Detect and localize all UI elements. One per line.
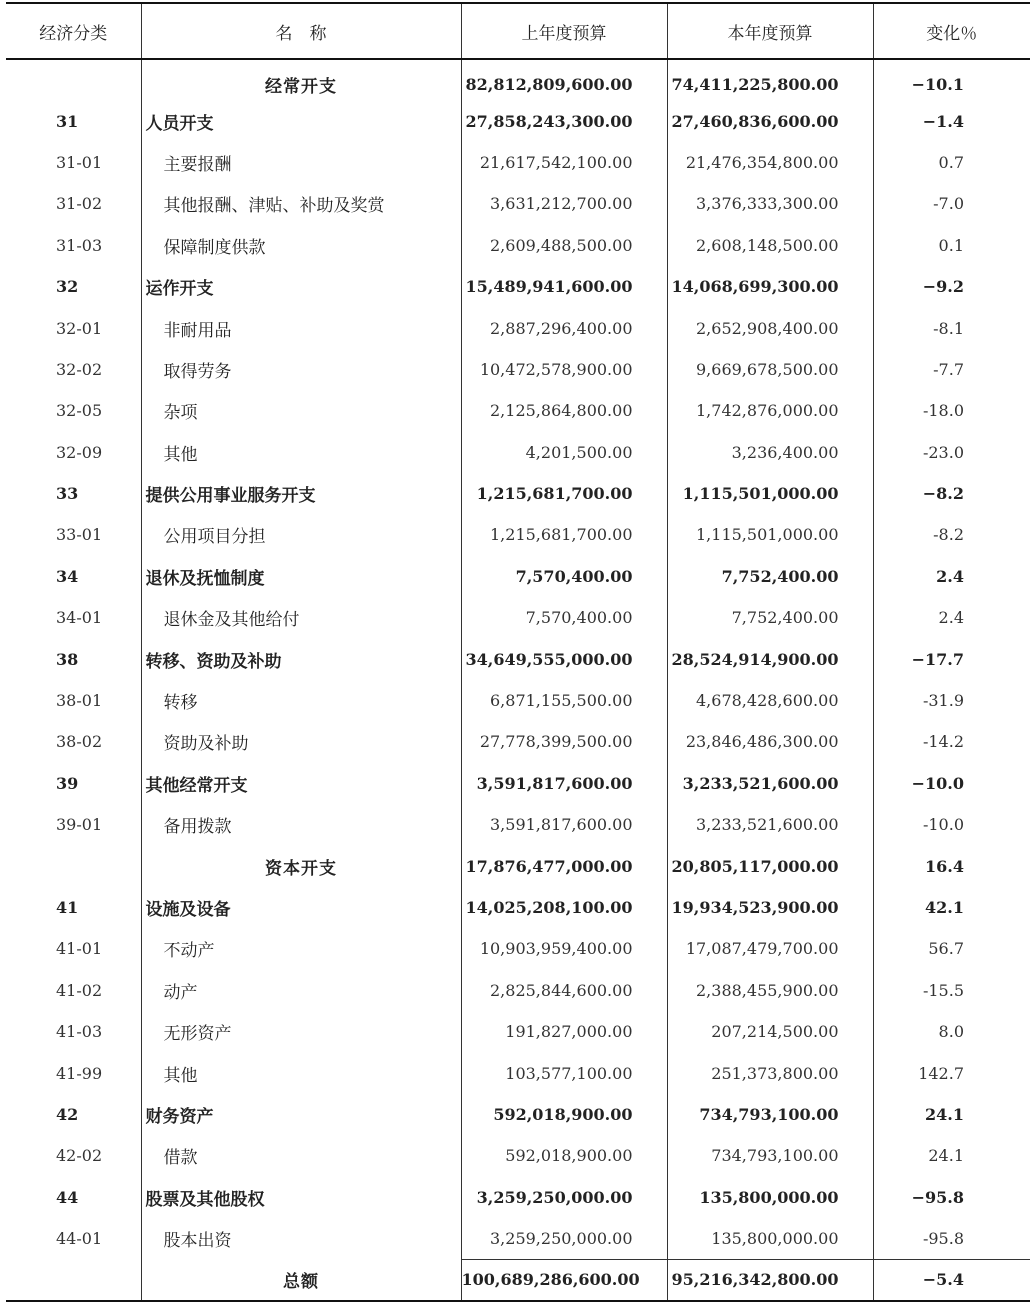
change-percent-cell: 8.0 (873, 1011, 1030, 1052)
table-row (6, 266, 1030, 307)
change-percent-cell: 56.7 (873, 928, 1030, 969)
change-percent-cell: 16.4 (873, 845, 1030, 886)
header-current-year-budget: 本年度预算 (667, 3, 873, 59)
table-row (6, 597, 1030, 638)
current-year-budget-cell: 135,800,000.00 (667, 1177, 873, 1218)
change-percent-cell: -18.0 (873, 390, 1030, 431)
classification-code-cell: 32-01 (56, 318, 103, 338)
previous-year-budget-cell: 82,812,809,600.00 (461, 59, 667, 100)
header-name: 名 称 (141, 3, 461, 59)
item-name-cell: 运作开支 (141, 266, 461, 307)
change-percent-cell: −10.0 (873, 763, 1030, 804)
previous-year-budget-cell: 2,609,488,500.00 (461, 225, 667, 266)
item-name-cell: 其他 (141, 1052, 461, 1093)
table-row (6, 1135, 1030, 1176)
item-name-cell: 股本出资 (141, 1218, 461, 1259)
header-change-percent: 变化％ (873, 3, 1030, 59)
classification-code-cell: 41-99 (56, 1063, 103, 1083)
change-percent-cell: 2.4 (873, 597, 1030, 638)
current-year-budget-cell: 4,678,428,600.00 (667, 680, 873, 721)
previous-year-budget-cell: 10,472,578,900.00 (461, 349, 667, 390)
table-row (6, 514, 1030, 555)
table-row (6, 1011, 1030, 1052)
classification-code-cell: 44 (56, 1187, 79, 1207)
table-row (6, 970, 1030, 1011)
table-row (6, 100, 1030, 141)
table-row (6, 432, 1030, 473)
header-previous-year-budget: 上年度预算 (461, 3, 667, 59)
previous-year-budget-cell: 191,827,000.00 (461, 1011, 667, 1052)
item-name-cell: 资本开支 (141, 845, 461, 886)
change-percent-cell: −10.1 (873, 59, 1030, 100)
current-year-budget-cell: 1,115,501,000.00 (667, 473, 873, 514)
previous-year-budget-cell: 3,591,817,600.00 (461, 804, 667, 845)
current-year-budget-cell: 3,233,521,600.00 (667, 763, 873, 804)
previous-year-budget-cell: 34,649,555,000.00 (461, 638, 667, 679)
previous-year-budget-cell: 15,489,941,600.00 (461, 266, 667, 307)
item-name-cell: 其他报酬、津贴、补助及奖赏 (141, 183, 461, 224)
item-name-cell: 资助及补助 (141, 721, 461, 762)
change-percent-cell: −1.4 (873, 100, 1030, 141)
table-header (6, 3, 1030, 59)
change-percent-cell: 142.7 (873, 1052, 1030, 1093)
change-percent-cell: -8.2 (873, 514, 1030, 555)
change-percent-cell: -14.2 (873, 721, 1030, 762)
change-percent-cell: -23.0 (873, 432, 1030, 473)
change-percent-cell: 24.1 (873, 1135, 1030, 1176)
previous-year-budget-cell: 14,025,208,100.00 (461, 887, 667, 928)
classification-code-cell: 32-09 (56, 442, 103, 462)
current-year-budget-cell: 21,476,354,800.00 (667, 142, 873, 183)
previous-year-budget-cell: 3,259,250,000.00 (461, 1177, 667, 1218)
table-row (6, 1094, 1030, 1135)
current-year-budget-cell: 1,115,501,000.00 (667, 514, 873, 555)
classification-code-cell: 31-03 (56, 235, 103, 255)
table-row (6, 183, 1030, 224)
table-row (6, 142, 1030, 183)
item-name-cell: 公用项目分担 (141, 514, 461, 555)
item-name-cell: 股票及其他股权 (141, 1177, 461, 1218)
classification-code-cell: 32-02 (56, 359, 103, 379)
previous-year-budget-cell: 2,125,864,800.00 (461, 390, 667, 431)
current-year-budget-cell: 734,793,100.00 (667, 1094, 873, 1135)
current-year-budget-cell: 7,752,400.00 (667, 597, 873, 638)
item-name-cell: 无形资产 (141, 1011, 461, 1052)
table-row (6, 928, 1030, 969)
current-year-budget-cell: 2,388,455,900.00 (667, 970, 873, 1011)
current-year-budget-cell: 135,800,000.00 (667, 1218, 873, 1259)
change-percent-cell: −9.2 (873, 266, 1030, 307)
budget-table (6, 2, 1030, 1302)
previous-year-budget-cell: 2,825,844,600.00 (461, 970, 667, 1011)
current-year-budget-cell: 734,793,100.00 (667, 1135, 873, 1176)
section-row (6, 845, 1030, 886)
change-percent-cell: −5.4 (873, 1259, 1030, 1300)
previous-year-budget-cell: 21,617,542,100.00 (461, 142, 667, 183)
classification-code-cell: 41-02 (56, 980, 103, 1000)
table-row (6, 721, 1030, 762)
item-name-cell: 取得劳务 (141, 349, 461, 390)
classification-code-cell: 41 (56, 898, 79, 917)
current-year-budget-cell: 3,233,521,600.00 (667, 804, 873, 845)
item-name-cell: 设施及设备 (141, 887, 461, 928)
change-percent-cell: -7.7 (873, 349, 1030, 390)
previous-year-budget-cell: 27,858,243,300.00 (461, 100, 667, 141)
item-name-cell: 提供公用事业服务开支 (141, 473, 461, 514)
classification-code-cell: 33 (56, 484, 79, 504)
current-year-budget-cell: 17,087,479,700.00 (667, 928, 873, 969)
table-row (6, 638, 1030, 679)
previous-year-budget-cell: 1,215,681,700.00 (461, 473, 667, 514)
current-year-budget-cell: 207,214,500.00 (667, 1011, 873, 1052)
item-name-cell: 经常开支 (141, 59, 461, 100)
current-year-budget-cell: 251,373,800.00 (667, 1052, 873, 1093)
previous-year-budget-cell: 3,631,212,700.00 (461, 183, 667, 224)
classification-code-cell: 38-02 (56, 732, 103, 752)
current-year-budget-cell: 74,411,225,800.00 (667, 59, 873, 100)
header-economic-classification: 经济分类 (6, 3, 141, 59)
current-year-budget-cell: 2,652,908,400.00 (667, 307, 873, 348)
table-row (6, 225, 1030, 266)
classification-code-cell: 32-05 (56, 401, 103, 421)
current-year-budget-cell: 9,669,678,500.00 (667, 349, 873, 390)
item-name-cell: 保障制度供款 (141, 225, 461, 266)
classification-code-cell: 38 (56, 649, 79, 669)
classification-code-cell (6, 1259, 141, 1300)
classification-code-cell: 39-01 (56, 815, 103, 835)
table-row (6, 804, 1030, 845)
change-percent-cell: -10.0 (873, 804, 1030, 845)
previous-year-budget-cell: 592,018,900.00 (461, 1094, 667, 1135)
current-year-budget-cell: 20,805,117,000.00 (667, 845, 873, 886)
item-name-cell: 借款 (141, 1135, 461, 1176)
change-percent-cell: -31.9 (873, 680, 1030, 721)
previous-year-budget-cell: 17,876,477,000.00 (461, 845, 667, 886)
classification-code-cell: 31 (56, 111, 79, 131)
current-year-budget-cell: 95,216,342,800.00 (667, 1259, 873, 1300)
change-percent-cell: −17.7 (873, 638, 1030, 679)
previous-year-budget-cell: 7,570,400.00 (461, 556, 667, 597)
table-row (6, 763, 1030, 804)
table-row (6, 556, 1030, 597)
item-name-cell: 非耐用品 (141, 307, 461, 348)
change-percent-cell: -95.8 (873, 1218, 1030, 1259)
change-percent-cell: 0.7 (873, 142, 1030, 183)
table-row (6, 680, 1030, 721)
previous-year-budget-cell: 6,871,155,500.00 (461, 680, 667, 721)
current-year-budget-cell: 3,376,333,300.00 (667, 183, 873, 224)
current-year-budget-cell: 14,068,699,300.00 (667, 266, 873, 307)
change-percent-cell: 24.1 (873, 1094, 1030, 1135)
item-name-cell: 其他经常开支 (141, 763, 461, 804)
item-name-cell: 主要报酬 (141, 142, 461, 183)
classification-code-cell: 42-02 (56, 1146, 103, 1166)
previous-year-budget-cell: 3,591,817,600.00 (461, 763, 667, 804)
previous-year-budget-cell: 3,259,250,000.00 (461, 1218, 667, 1259)
item-name-cell: 财务资产 (141, 1094, 461, 1135)
change-percent-cell: 42.1 (873, 887, 1030, 928)
classification-code-cell: 32 (56, 277, 79, 297)
current-year-budget-cell: 23,846,486,300.00 (667, 721, 873, 762)
item-name-cell: 退休金及其他给付 (141, 597, 461, 638)
table-row (6, 1177, 1030, 1218)
item-name-cell: 转移 (141, 680, 461, 721)
previous-year-budget-cell: 27,778,399,500.00 (461, 721, 667, 762)
item-name-cell: 其他 (141, 432, 461, 473)
table-row (6, 473, 1030, 514)
item-name-cell: 人员开支 (141, 100, 461, 141)
section-row (6, 59, 1030, 100)
previous-year-budget-cell: 592,018,900.00 (461, 1135, 667, 1176)
table-row (6, 1052, 1030, 1093)
change-percent-cell: -8.1 (873, 307, 1030, 348)
classification-code-cell: 34-01 (56, 608, 103, 628)
change-percent-cell: 2.4 (873, 556, 1030, 597)
item-name-cell: 动产 (141, 970, 461, 1011)
table-row (6, 349, 1030, 390)
item-name-cell: 转移、资助及补助 (141, 638, 461, 679)
item-name-cell: 总额 (141, 1259, 461, 1300)
header-row (6, 3, 1030, 59)
classification-code-cell: 34 (56, 566, 79, 586)
classification-code-cell: 38-01 (56, 691, 103, 711)
current-year-budget-cell: 27,460,836,600.00 (667, 100, 873, 141)
previous-year-budget-cell: 103,577,100.00 (461, 1052, 667, 1093)
table-row (6, 390, 1030, 431)
previous-year-budget-cell: 4,201,500.00 (461, 432, 667, 473)
classification-code-cell: 41-01 (56, 939, 103, 959)
classification-code-cell: 31-02 (56, 194, 103, 214)
previous-year-budget-cell: 7,570,400.00 (461, 597, 667, 638)
change-percent-cell: -15.5 (873, 970, 1030, 1011)
classification-code-cell: 44-01 (56, 1229, 103, 1249)
classification-code-cell (6, 845, 141, 886)
previous-year-budget-cell: 1,215,681,700.00 (461, 514, 667, 555)
total-row (6, 1259, 1030, 1300)
current-year-budget-cell: 19,934,523,900.00 (667, 887, 873, 928)
classification-code-cell: 41-03 (56, 1022, 103, 1042)
previous-year-budget-cell: 10,903,959,400.00 (461, 928, 667, 969)
item-name-cell: 不动产 (141, 928, 461, 969)
classification-code-cell: 39 (56, 773, 79, 793)
previous-year-budget-cell: 2,887,296,400.00 (461, 307, 667, 348)
change-percent-cell: −8.2 (873, 473, 1030, 514)
table-body (6, 59, 1030, 1301)
table-row (6, 1218, 1030, 1259)
table-row (6, 887, 1030, 928)
table-row (6, 307, 1030, 348)
item-name-cell: 退休及抚恤制度 (141, 556, 461, 597)
current-year-budget-cell: 3,236,400.00 (667, 432, 873, 473)
current-year-budget-cell: 1,742,876,000.00 (667, 390, 873, 431)
current-year-budget-cell: 2,608,148,500.00 (667, 225, 873, 266)
current-year-budget-cell: 7,752,400.00 (667, 556, 873, 597)
item-name-cell: 备用拨款 (141, 804, 461, 845)
previous-year-budget-cell: 100,689,286,600.00 (461, 1259, 667, 1300)
classification-code-cell: 42 (56, 1104, 79, 1124)
classification-code-cell: 33-01 (56, 525, 103, 545)
classification-code-cell: 31-01 (56, 152, 103, 172)
item-name-cell: 杂项 (141, 390, 461, 431)
change-percent-cell: -7.0 (873, 183, 1030, 224)
classification-code-cell (6, 59, 141, 100)
change-percent-cell: 0.1 (873, 225, 1030, 266)
change-percent-cell: −95.8 (873, 1177, 1030, 1218)
current-year-budget-cell: 28,524,914,900.00 (667, 638, 873, 679)
